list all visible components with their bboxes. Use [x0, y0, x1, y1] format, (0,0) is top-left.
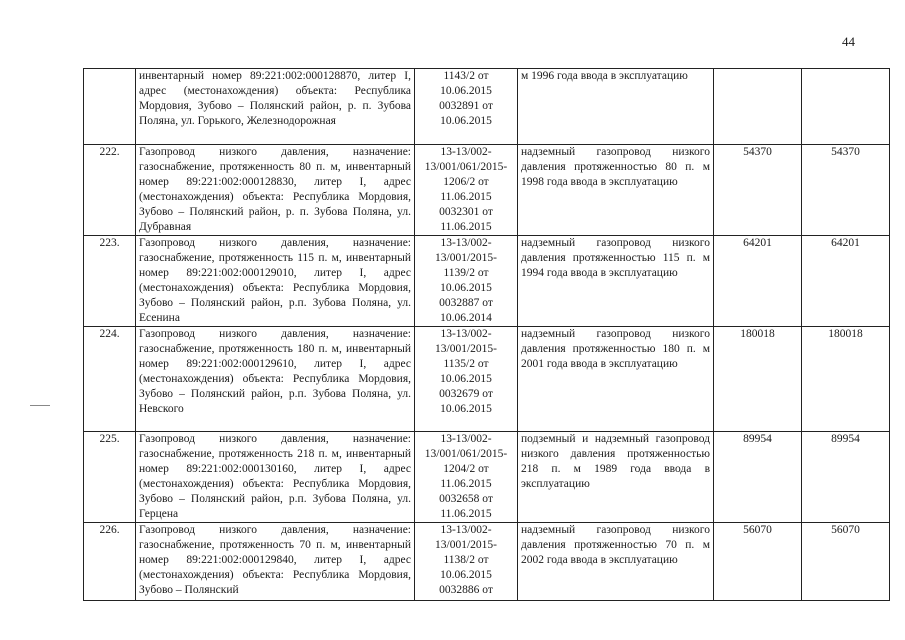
table-row [84, 432, 890, 523]
object-characteristics: надземный газопровод низкого давления протяженностью 115 п. м 1994 года ввода в эксплуатацию [518, 236, 714, 327]
value-cell-2: 54370 [802, 145, 890, 236]
object-description: Газопровод низкого давления, назначение: газоснабжение, протяженность 80 п. м, инвентарный номер 89:221:002:000128830, литер I, адрес (местонахождения) объекта: Республика Мордовия, Зубово – Полянский район, р. п. Зубова Поляна, ул. Дубравная [136, 145, 415, 236]
row-number: 225. [84, 432, 136, 523]
property-registry-table [83, 68, 890, 601]
object-description: Газопровод низкого давления, назначение: газоснабжение, протяженность 70 п. м, инвентарный номер 89:221:002:000129840, литер I, адрес (местонахождения) объекта: Республика Мордовия, Зубово – Полянский [136, 523, 415, 601]
value-cell-2: 56070 [802, 523, 890, 601]
table-row [84, 236, 890, 327]
object-description: Газопровод низкого давления, назначение: газоснабжение, протяженность 218 п. м, инвентарный номер 89:221:002:000130160, литер I, адрес (местонахождения) объекта: Республика Мордовия, Зубово – Полянский район, р.п. Зубова Поляна, ул. Герцена [136, 432, 415, 523]
object-characteristics: надземный газопровод низкого давления протяженностью 70 п. м 2002 года ввода в эксплуатацию [518, 523, 714, 601]
row-number [84, 69, 136, 145]
value-cell-1: 64201 [714, 236, 802, 327]
scan-mark [30, 405, 50, 406]
registration-record: 13-13/002- 13/001/2015- 1138/2 от 10.06.2015 0032886 от [415, 523, 518, 601]
object-description: Газопровод низкого давления, назначение: газоснабжение, протяженность 180 п. м, инвентарный номер 89:221:002:000129610, литер I, адрес (местонахождения) объекта: Республика Мордовия, Зубово – Полянский район, р.п. Зубова Поляна, ул. Невского [136, 327, 415, 432]
table-row [84, 145, 890, 236]
registration-record: 13-13/002- 13/001/2015- 1135/2 от 10.06.2015 0032679 от 10.06.2015 [415, 327, 518, 432]
object-characteristics: м 1996 года ввода в эксплуатацию [518, 69, 714, 145]
value-cell-1: 180018 [714, 327, 802, 432]
value-cell-2: 64201 [802, 236, 890, 327]
value-cell-2: 180018 [802, 327, 890, 432]
object-characteristics: надземный газопровод низкого давления протяженностью 80 п. м 1998 года ввода в эксплуатацию [518, 145, 714, 236]
value-cell-1 [714, 69, 802, 145]
table-row [84, 69, 890, 145]
row-number: 223. [84, 236, 136, 327]
row-number: 226. [84, 523, 136, 601]
row-number: 222. [84, 145, 136, 236]
object-description: инвентарный номер 89:221:002:000128870, литер I, адрес (местонахождения) объекта: Республика Мордовия, Зубово – Полянский район, р. п. Зубова Поляна, ул. Горького, Железнодорожная [136, 69, 415, 145]
registration-record: 13-13/002- 13/001/2015- 1139/2 от 10.06.2015 0032887 от 10.06.2014 [415, 236, 518, 327]
object-description: Газопровод низкого давления, назначение: газоснабжение, протяженность 115 п. м, инвентарный номер 89:221:002:000129010, литер I, адрес (местонахождения) объекта: Республика Мордовия, Зубово – Полянский район, р.п. Зубова Поляна, ул. Есенина [136, 236, 415, 327]
registration-record: 1143/2 от 10.06.2015 0032891 от 10.06.2015 [415, 69, 518, 145]
value-cell-2: 89954 [802, 432, 890, 523]
value-cell-1: 56070 [714, 523, 802, 601]
row-number: 224. [84, 327, 136, 432]
value-cell-2 [802, 69, 890, 145]
value-cell-1: 89954 [714, 432, 802, 523]
registration-record: 13-13/002- 13/001/061/2015- 1204/2 от 11.06.2015 0032658 от 11.06.2015 [415, 432, 518, 523]
page-number: 44 [842, 34, 855, 49]
object-characteristics: подземный и надземный газопровод низкого давления протяженностью 218 п. м 1989 года ввода в эксплуатацию [518, 432, 714, 523]
object-characteristics: надземный газопровод низкого давления протяженностью 180 п. м 2001 года ввода в эксплуатацию [518, 327, 714, 432]
table-row [84, 523, 890, 601]
registration-record: 13-13/002- 13/001/061/2015- 1206/2 от 11.06.2015 0032301 от 11.06.2015 [415, 145, 518, 236]
value-cell-1: 54370 [714, 145, 802, 236]
table-row [84, 327, 890, 432]
